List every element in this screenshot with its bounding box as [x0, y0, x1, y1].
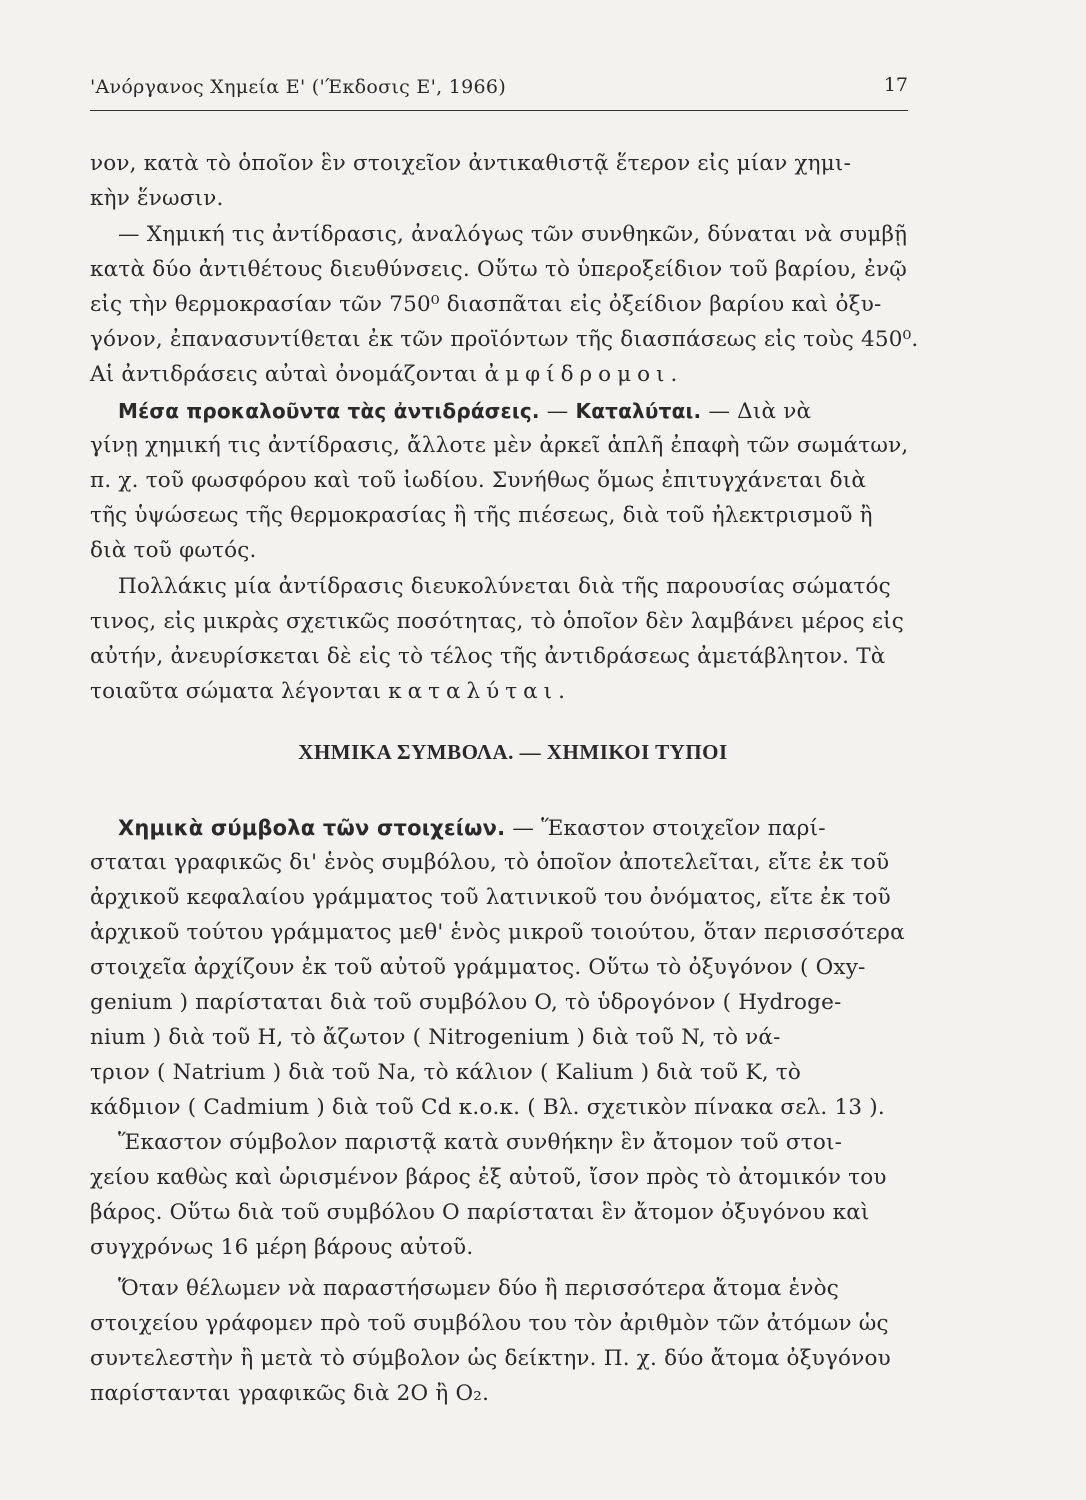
text-line: τινος, εἰς μικρὰς σχετικῶς ποσότητας, τὸ ὁποῖον δὲν λαμβάνει μέρος εἰς	[90, 609, 905, 634]
text-line: χείου καθὼς καὶ ὡρισμένον βάρος ἐξ αὐτοῦ, ἴσον πρὸς τὸ ἀτομικόν του	[90, 1165, 887, 1190]
text-run: τοιαῦτα σώματα λέγονται	[90, 679, 389, 704]
text-line: γίνῃ χημική τις ἀντίδρασις, ἄλλοτε μὲν ἀρκεῖ ἁπλῆ ἐπαφὴ τῶν σωμάτων,	[90, 433, 909, 458]
text-line: συντελεστὴν ἢ μετὰ τὸ σύμβολον ὡς δείκτην. Π. χ. δύο ἄτομα ὀξυγόνου	[90, 1346, 891, 1371]
text-line: π. χ. τοῦ φωσφόρου καὶ τοῦ ἰωδίου. Συνήθως ὅμως ἐπιτυγχάνεται διὰ	[90, 468, 867, 493]
section-heading: ΧΗΜΙΚΑ ΣΥΜΒΟΛΑ. — ΧΗΜΙΚΟΙ ΤΥΠΟΙ	[298, 740, 728, 764]
text-line	[118, 395, 936, 428]
text-line: στοιχεῖα ἀρχίζουν ἐκ τοῦ αὐτοῦ γράμματος. Οὕτω τὸ ὀξυγόνον ( Oxy-	[90, 955, 866, 980]
text-line: διὰ τοῦ φωτός.	[90, 538, 257, 563]
running-title: 'Ανόργανος Χημεία Ε' ('Έκδοσις Ε', 1966)	[90, 76, 507, 98]
text-run: —	[539, 399, 576, 424]
text-line	[118, 812, 936, 845]
text-line: Πολλάκις μία ἀντίδρασις διευκολύνεται διὰ τῆς παρουσίας σώματός	[118, 574, 891, 599]
text-line: γόνον, ἐπανασυντίθεται ἐκ τῶν προϊόντων τῆς διασπάσεως εἰς τοὺς 450⁰.	[90, 327, 919, 352]
text-line: genium ) παρίσταται διὰ τοῦ συμβόλου O, τὸ ὑδρογόνον ( Hydroge-	[90, 990, 842, 1015]
run-in-heading: Χημικὰ σύμβολα τῶν στοιχείων.	[118, 816, 506, 840]
text-line	[90, 359, 936, 391]
spaced-term: καταλύται.	[388, 679, 571, 704]
page-number: 17	[883, 74, 908, 96]
text-line: Ὅταν θέλωμεν νὰ παραστήσωμεν δύο ἢ περισσότερα ἄτομα ἑνὸς	[118, 1276, 840, 1301]
text-line: εἰς τὴν θερμοκρασίαν τῶν 750⁰ διασπᾶται εἰς ὀξείδιον βαρίου καὶ ὀξυ-	[90, 292, 882, 317]
text-line: nium ) διὰ τοῦ H, τὸ ἄζωτον ( Nitrogenium ) διὰ τοῦ N, τὸ νά-	[90, 1025, 781, 1050]
text-line: σταται γραφικῶς δι' ἑνὸς συμβόλου, τὸ ὁποῖον ἀποτελεῖται, εἴτε ἐκ τοῦ	[90, 850, 890, 875]
text-run: — Διὰ νὰ	[708, 399, 812, 424]
text-line	[90, 676, 936, 708]
text-line: αὐτήν, ἀνευρίσκεται δὲ εἰς τὸ τέλος τῆς ἀντιδράσεως ἀμετάβλητον. Τὰ	[90, 644, 886, 669]
spaced-term: ἀμφίδρομοι.	[484, 362, 684, 387]
text-line: βάρος. Οὕτω διὰ τοῦ συμβόλου O παρίσταται ἓν ἄτομον ὀξυγόνου καὶ	[90, 1200, 870, 1225]
text-line: τριον ( Natrium ) διὰ τοῦ Na, τὸ κάλιον ( Kalium ) διὰ τοῦ K, τὸ	[90, 1060, 802, 1085]
text-line: παρίστανται γραφικῶς διὰ 2O ἢ O₂.	[90, 1381, 490, 1406]
text-line: κὴν ἕνωσιν.	[90, 186, 224, 211]
text-line: κάδμιον ( Cadmium ) διὰ τοῦ Cd κ.ο.κ. ( Βλ. σχετικὸν πίνακα σελ. 13 ).	[90, 1095, 885, 1120]
text-line: νον, κατὰ τὸ ὁποῖον ἓν στοιχεῖον ἀντικαθιστᾷ ἕτερον εἰς μίαν χημι-	[90, 151, 852, 176]
text-line: ἀρχικοῦ κεφαλαίου γράμματος τοῦ λατινικοῦ του ὀνόματος, εἴτε ἐκ τοῦ	[90, 885, 891, 910]
text-run: Αἱ ἀντιδράσεις αὐταὶ ὀνομάζονται	[90, 362, 485, 387]
text-line: ἀρχικοῦ τούτου γράμματος μεθ' ἑνὸς μικροῦ τοιούτου, ὅταν περισσότερα	[90, 920, 905, 945]
text-line: κατὰ δύο ἀντιθέτους διευθύνσεις. Οὕτω τὸ ὑπεροξείδιον τοῦ βαρίου, ἐνῷ	[90, 257, 907, 282]
run-in-heading: Μέσα προκαλοῦντα τὰς ἀντιδράσεις.	[118, 399, 540, 423]
run-in-heading: Καταλύται.	[575, 399, 702, 423]
text-line: στοιχείου γράφομεν πρὸ τοῦ συμβόλου του τὸν ἀριθμὸν τῶν ἀτόμων ὡς	[90, 1311, 889, 1336]
page-header	[90, 70, 908, 111]
text-line: Ἕκαστον σύμβολον παριστᾷ κατὰ συνθήκην ἓν ἄτομον τοῦ στοι-	[118, 1130, 843, 1155]
text-line: — Χημική τις ἀντίδρασις, ἀναλόγως τῶν συνθηκῶν, δύναται νὰ συμβῇ	[118, 222, 908, 247]
text-run: — Ἕκαστον στοιχεῖον παρί-	[505, 816, 826, 841]
text-line: τῆς ὑψώσεως τῆς θερμοκρασίας ἢ τῆς πιέσεως, διὰ τοῦ ἠλεκτρισμοῦ ἢ	[90, 503, 873, 528]
text-line: συγχρόνως 16 μέρη βάρους αὐτοῦ.	[90, 1235, 474, 1260]
